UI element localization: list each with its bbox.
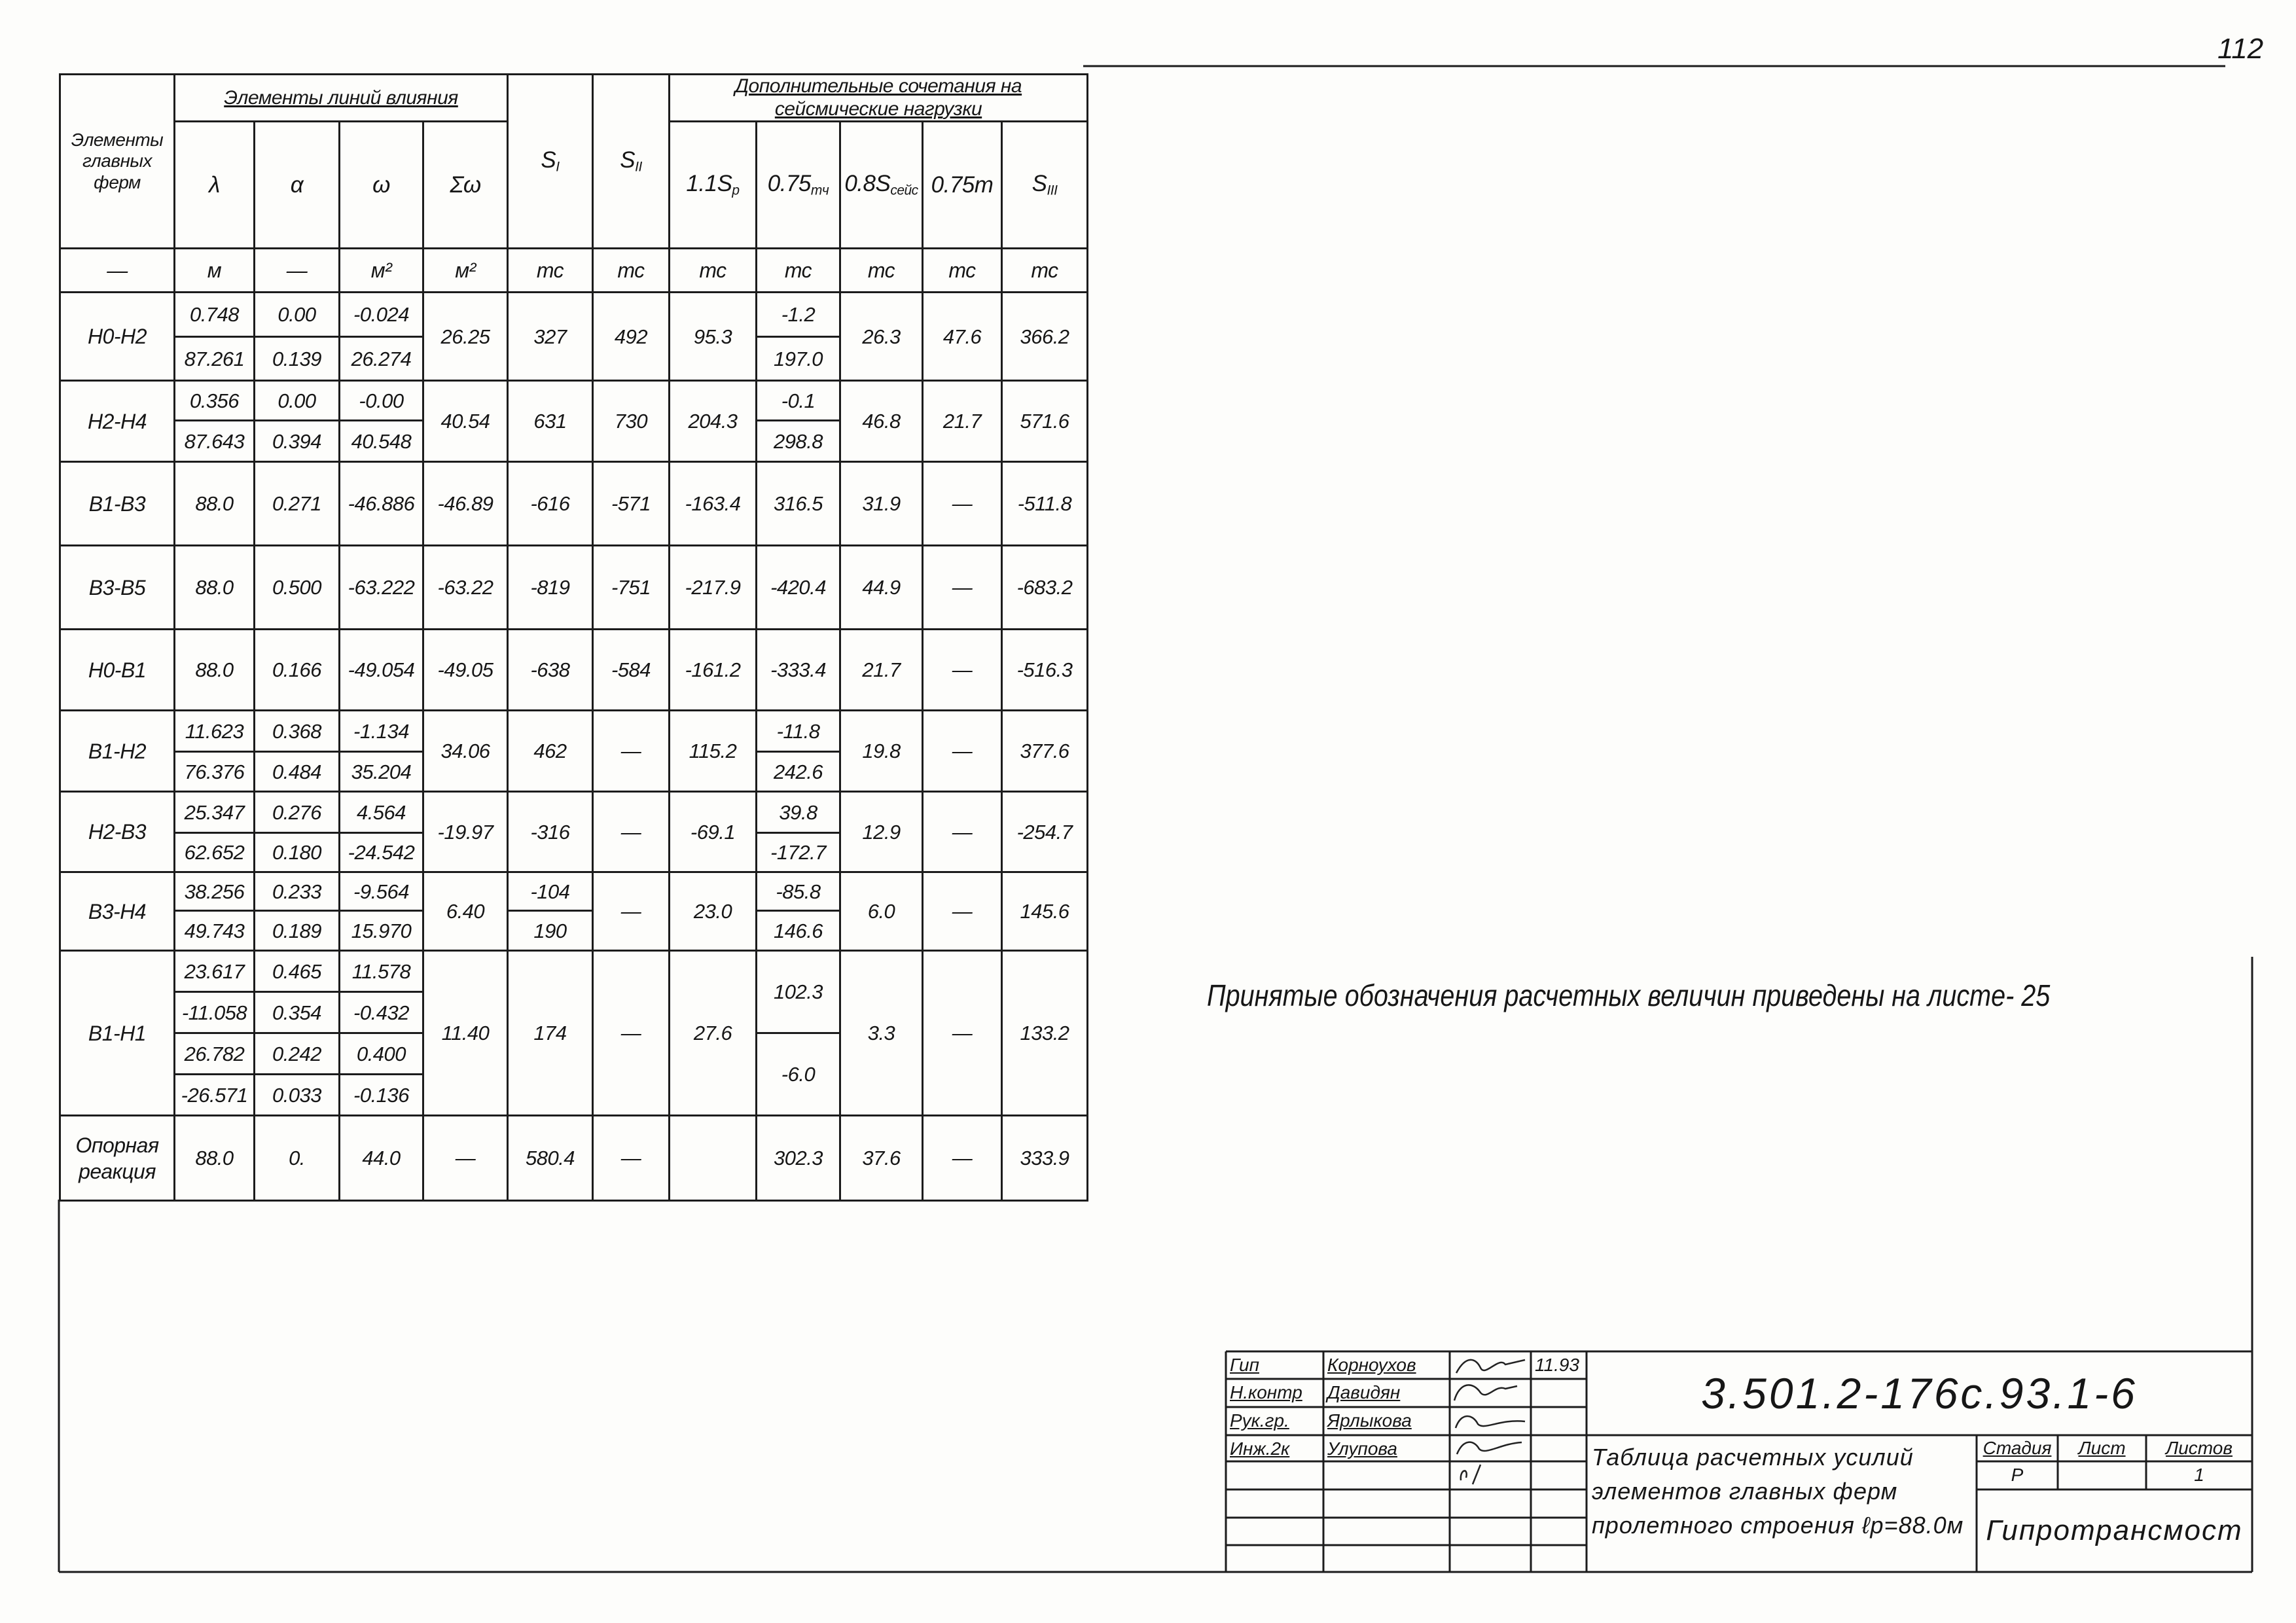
header-symbol-base: ω [372, 172, 390, 198]
cell-s1: 174 [508, 951, 593, 1116]
unit-cell: тс [593, 249, 670, 293]
cell-c075_t: — [923, 630, 1002, 711]
cell-s_p: 95.3 [670, 293, 757, 381]
cell-s2: -751 [593, 546, 670, 630]
unit-cell: — [60, 249, 175, 293]
header-symbol-base: Σω [450, 172, 481, 198]
cell-c075_t: 47.6 [923, 293, 1002, 381]
cell-s_p: 115.2 [670, 711, 757, 792]
cell-c075_tch: 197.0 [757, 337, 840, 381]
header-symbol-10 [1002, 122, 1088, 249]
table-row [60, 711, 1088, 752]
cell-s1: -104 [508, 872, 593, 911]
header-row-units [60, 249, 1088, 293]
header-symbol-sub: р [732, 183, 740, 198]
unit-cell: м² [340, 249, 423, 293]
element-name-cell: Н2-Н4 [60, 381, 175, 462]
unit-cell: тс [923, 249, 1002, 293]
cell-s_p: -161.2 [670, 630, 757, 711]
organization-name: Гипротрансмост [1986, 1514, 2243, 1546]
header-elements-line: ферм [94, 171, 141, 192]
cell-s3: -683.2 [1002, 546, 1088, 630]
cell-alpha: 0.354 [255, 992, 340, 1033]
table-row [60, 951, 1088, 992]
cell-c075_tch: 102.3 [757, 951, 840, 1033]
sheet-number: 112 [2217, 33, 2264, 65]
cell-c075_tch: 146.6 [757, 911, 840, 951]
signature-mark [1461, 1465, 1480, 1484]
sheets-label: Листов [2166, 1438, 2233, 1458]
cell-c075_tch: -420.4 [757, 546, 840, 630]
header-symbol-1 [255, 122, 340, 249]
cell-lambda: 87.261 [175, 337, 255, 381]
staff-role: Гип [1230, 1355, 1259, 1375]
element-name-cell: В3-В5 [60, 546, 175, 630]
cell-c075_tch: -172.7 [757, 833, 840, 872]
header-symbol-base: α [290, 172, 304, 198]
header-influence-group: Элементы линий влияния [175, 75, 508, 122]
header-symbol-sub: I [556, 159, 560, 175]
cell-s2: — [593, 792, 670, 872]
element-name-cell: Н0-Н2 [60, 293, 175, 381]
cell-s3: 366.2 [1002, 293, 1088, 381]
cell-s1: -819 [508, 546, 593, 630]
cell-c08_seis: 21.7 [840, 630, 923, 711]
cell-c075_t: — [923, 711, 1002, 792]
cell-s3: 333.9 [1002, 1116, 1088, 1201]
cell-c075_tch: -11.8 [757, 711, 840, 752]
header-symbol-base: 0.75т [931, 172, 994, 198]
element-name-cell: Опорная реакция [60, 1116, 175, 1201]
cell-s1: 462 [508, 711, 593, 792]
staff-name: Корноухов [1327, 1355, 1416, 1375]
cell-sum_omega: 11.40 [423, 951, 508, 1116]
cell-alpha: 0.500 [255, 546, 340, 630]
signature-mark [1456, 1416, 1525, 1428]
staff-role: Н.контр [1230, 1382, 1302, 1402]
cell-omega: -0.024 [340, 293, 423, 337]
cell-s3: -254.7 [1002, 792, 1088, 872]
cell-alpha: 0.484 [255, 752, 340, 792]
cell-s_p: -69.1 [670, 792, 757, 872]
table-row [60, 630, 1088, 711]
cell-s_p: -217.9 [670, 546, 757, 630]
cell-lambda: -26.571 [175, 1075, 255, 1116]
cell-c08_seis: 3.3 [840, 951, 923, 1116]
header-symbol-8 [840, 122, 923, 249]
cell-omega: -0.00 [340, 381, 423, 421]
cell-lambda: 38.256 [175, 872, 255, 911]
header-symbol-2 [340, 122, 423, 249]
element-name-cell: Н2-В3 [60, 792, 175, 872]
cell-sum_omega: — [423, 1116, 508, 1201]
cell-c075_t: — [923, 872, 1002, 951]
cell-c075_tch: -1.2 [757, 293, 840, 337]
cell-alpha: 0.033 [255, 1075, 340, 1116]
cell-s1: 327 [508, 293, 593, 381]
cell-alpha: 0.233 [255, 872, 340, 911]
cell-lambda: 88.0 [175, 462, 255, 546]
cell-sum_omega: -49.05 [423, 630, 508, 711]
header-seismic-line: Дополнительные сочетания на [734, 75, 1022, 97]
cell-alpha: 0.276 [255, 792, 340, 833]
document-title-line: элементов главных ферм [1592, 1478, 1898, 1505]
element-name-cell: В1-Н2 [60, 711, 175, 792]
cell-lambda: 11.623 [175, 711, 255, 752]
staff-role: Рук.гр. [1230, 1410, 1289, 1431]
cell-c075_t: — [923, 462, 1002, 546]
cell-c075_tch: -85.8 [757, 872, 840, 911]
table-row [60, 546, 1088, 630]
cell-omega: -0.136 [340, 1075, 423, 1116]
cell-s2: — [593, 1116, 670, 1201]
cell-s3: -511.8 [1002, 462, 1088, 546]
cell-omega: 11.578 [340, 951, 423, 992]
header-symbol-sub: II [635, 159, 642, 175]
cell-lambda: 49.743 [175, 911, 255, 951]
table-row [60, 1116, 1088, 1201]
cell-c075_tch: -333.4 [757, 630, 840, 711]
cell-omega: -63.222 [340, 546, 423, 630]
cell-lambda: 26.782 [175, 1033, 255, 1075]
cell-omega: -1.134 [340, 711, 423, 752]
header-symbol-base: 0.75 [767, 171, 811, 197]
cell-omega: -46.886 [340, 462, 423, 546]
header-symbol-5 [593, 75, 670, 249]
header-symbol-base: λ [209, 172, 220, 198]
header-row-groups [60, 75, 1088, 122]
cell-alpha: 0. [255, 1116, 340, 1201]
cell-sum_omega: 6.40 [423, 872, 508, 951]
cell-omega: -0.432 [340, 992, 423, 1033]
cell-omega: -9.564 [340, 872, 423, 911]
cell-lambda: 88.0 [175, 630, 255, 711]
header-symbol-base: S [541, 147, 556, 173]
cell-alpha: 0.189 [255, 911, 340, 951]
cell-s2: — [593, 951, 670, 1116]
cell-s2: 730 [593, 381, 670, 462]
staff-name: Улупова [1327, 1438, 1397, 1459]
cell-s1: -316 [508, 792, 593, 872]
cell-s2: -571 [593, 462, 670, 546]
cell-c075_t: 21.7 [923, 381, 1002, 462]
cell-c08_seis: 19.8 [840, 711, 923, 792]
element-name-cell: В1-В3 [60, 462, 175, 546]
header-symbol-3 [423, 122, 508, 249]
notation-note: Принятые обозначения расчетных величин приведены на листе- 25 [1207, 978, 2051, 1012]
header-symbol-base: 0.8S [844, 171, 891, 197]
header-symbol-sub: III [1047, 183, 1058, 198]
cell-c075_t: — [923, 1116, 1002, 1201]
header-symbol-base: S [620, 147, 636, 173]
cell-lambda: 23.617 [175, 951, 255, 992]
cell-alpha: 0.394 [255, 421, 340, 462]
cell-lambda: 0.356 [175, 381, 255, 421]
cell-c075_tch: 298.8 [757, 421, 840, 462]
cell-s1: 190 [508, 911, 593, 951]
cell-c08_seis: 26.3 [840, 293, 923, 381]
table-row [60, 792, 1088, 833]
cell-s_p: 204.3 [670, 381, 757, 462]
cell-c08_seis: 12.9 [840, 792, 923, 872]
header-seismic-line: сейсмические нагрузки [774, 98, 982, 120]
unit-cell: тс [1002, 249, 1088, 293]
cell-s3: 377.6 [1002, 711, 1088, 792]
signature-mark [1454, 1385, 1517, 1400]
cell-s1: -616 [508, 462, 593, 546]
cell-c08_seis: 6.0 [840, 872, 923, 951]
document-title-line: Таблица расчетных усилий [1592, 1444, 1914, 1471]
cell-s_p: -163.4 [670, 462, 757, 546]
unit-cell: тс [840, 249, 923, 293]
staff-name: Давидян [1327, 1382, 1401, 1402]
cell-s3: 133.2 [1002, 951, 1088, 1116]
cell-sum_omega: -63.22 [423, 546, 508, 630]
table-row [60, 381, 1088, 421]
cell-c075_t: — [923, 546, 1002, 630]
cell-c075_tch: 316.5 [757, 462, 840, 546]
cell-s2: — [593, 711, 670, 792]
cell-c08_seis: 31.9 [840, 462, 923, 546]
header-elements-line: главных [82, 151, 152, 171]
cell-sum_omega: 26.25 [423, 293, 508, 381]
cell-omega: -24.542 [340, 833, 423, 872]
cell-omega: 15.970 [340, 911, 423, 951]
cell-omega: 0.400 [340, 1033, 423, 1075]
staff-name: Ярлыкова [1327, 1410, 1412, 1431]
cell-s1: 631 [508, 381, 593, 462]
unit-cell: — [255, 249, 340, 293]
cell-c075_tch: 302.3 [757, 1116, 840, 1201]
staff-date: 11.93 [1535, 1355, 1579, 1375]
signature-mark [1457, 1442, 1522, 1454]
cell-lambda: 76.376 [175, 752, 255, 792]
cell-s3: -516.3 [1002, 630, 1088, 711]
header-symbol-4 [508, 75, 593, 249]
stage-label: Стадия [1982, 1438, 2052, 1458]
cell-omega: -49.054 [340, 630, 423, 711]
cell-alpha: 0.271 [255, 462, 340, 546]
header-symbol-base: 1.1S [686, 171, 732, 197]
cell-omega: 35.204 [340, 752, 423, 792]
cell-omega: 40.548 [340, 421, 423, 462]
document-title [1592, 1440, 1975, 1543]
cell-lambda: 62.652 [175, 833, 255, 872]
cell-c08_seis: 37.6 [840, 1116, 923, 1201]
cell-c075_t: — [923, 951, 1002, 1116]
cell-alpha: 0.166 [255, 630, 340, 711]
document-title-line: пролетного строения ℓр=88.0м [1592, 1512, 1964, 1539]
header-symbol-7 [757, 122, 840, 249]
header-symbol-6 [670, 122, 757, 249]
cell-s_p: 23.0 [670, 872, 757, 951]
cell-sum_omega: 40.54 [423, 381, 508, 462]
header-elements-cell [60, 75, 175, 249]
cell-lambda: 25.347 [175, 792, 255, 833]
cell-omega: 26.274 [340, 337, 423, 381]
forces-table [59, 73, 1088, 1202]
header-symbol-0 [175, 122, 255, 249]
cell-lambda: 0.748 [175, 293, 255, 337]
table-row [60, 462, 1088, 546]
cell-c075_tch: -0.1 [757, 381, 840, 421]
cell-c08_seis: 44.9 [840, 546, 923, 630]
cell-s2: 492 [593, 293, 670, 381]
cell-c08_seis: 46.8 [840, 381, 923, 462]
cell-lambda: -11.058 [175, 992, 255, 1033]
cell-omega: 44.0 [340, 1116, 423, 1201]
cell-alpha: 0.139 [255, 337, 340, 381]
table-row [60, 293, 1088, 337]
header-symbol-9 [923, 122, 1002, 249]
cell-sum_omega: 34.06 [423, 711, 508, 792]
header-symbol-base: S [1031, 171, 1047, 197]
table-row [60, 872, 1088, 911]
cell-omega: 4.564 [340, 792, 423, 833]
element-name-cell: В3-Н4 [60, 872, 175, 951]
element-name-cell: В1-Н1 [60, 951, 175, 1116]
unit-cell: тс [670, 249, 757, 293]
cell-alpha: 0.465 [255, 951, 340, 992]
unit-cell: м [175, 249, 255, 293]
cell-sum_omega: -46.89 [423, 462, 508, 546]
cell-lambda: 88.0 [175, 546, 255, 630]
header-elements-line: Элементы [71, 130, 164, 151]
unit-cell: тс [508, 249, 593, 293]
unit-cell: тс [757, 249, 840, 293]
staff-role: Инж.2к [1230, 1438, 1290, 1459]
header-symbol-sub: тч [810, 183, 829, 198]
header-symbol-sub: сейс [890, 183, 918, 198]
cell-c075_t: — [923, 792, 1002, 872]
element-name-cell: Н0-В1 [60, 630, 175, 711]
cell-sum_omega: -19.97 [423, 792, 508, 872]
document-designation: 3.501.2-176с.93.1-6 [1701, 1369, 2138, 1418]
cell-lambda: 87.643 [175, 421, 255, 462]
cell-c075_tch: -6.0 [757, 1033, 840, 1116]
cell-s1: -638 [508, 630, 593, 711]
cell-alpha: 0.242 [255, 1033, 340, 1075]
cell-s1: 580.4 [508, 1116, 593, 1201]
signature-mark [1456, 1360, 1525, 1373]
header-seismic-group [670, 75, 1088, 122]
cell-s_p [670, 1116, 757, 1201]
cell-s2: -584 [593, 630, 670, 711]
cell-alpha: 0.00 [255, 381, 340, 421]
cell-alpha: 0.368 [255, 711, 340, 752]
sheet-label: Лист [2078, 1438, 2126, 1458]
cell-alpha: 0.00 [255, 293, 340, 337]
cell-alpha: 0.180 [255, 833, 340, 872]
cell-c075_tch: 242.6 [757, 752, 840, 792]
cell-s2: — [593, 872, 670, 951]
cell-s3: 145.6 [1002, 872, 1088, 951]
cell-c075_tch: 39.8 [757, 792, 840, 833]
cell-s_p: 27.6 [670, 951, 757, 1116]
cell-s3: 571.6 [1002, 381, 1088, 462]
unit-cell: м² [423, 249, 508, 293]
stage-value: Р [2011, 1465, 2024, 1485]
sheets-value: 1 [2194, 1465, 2204, 1485]
cell-lambda: 88.0 [175, 1116, 255, 1201]
